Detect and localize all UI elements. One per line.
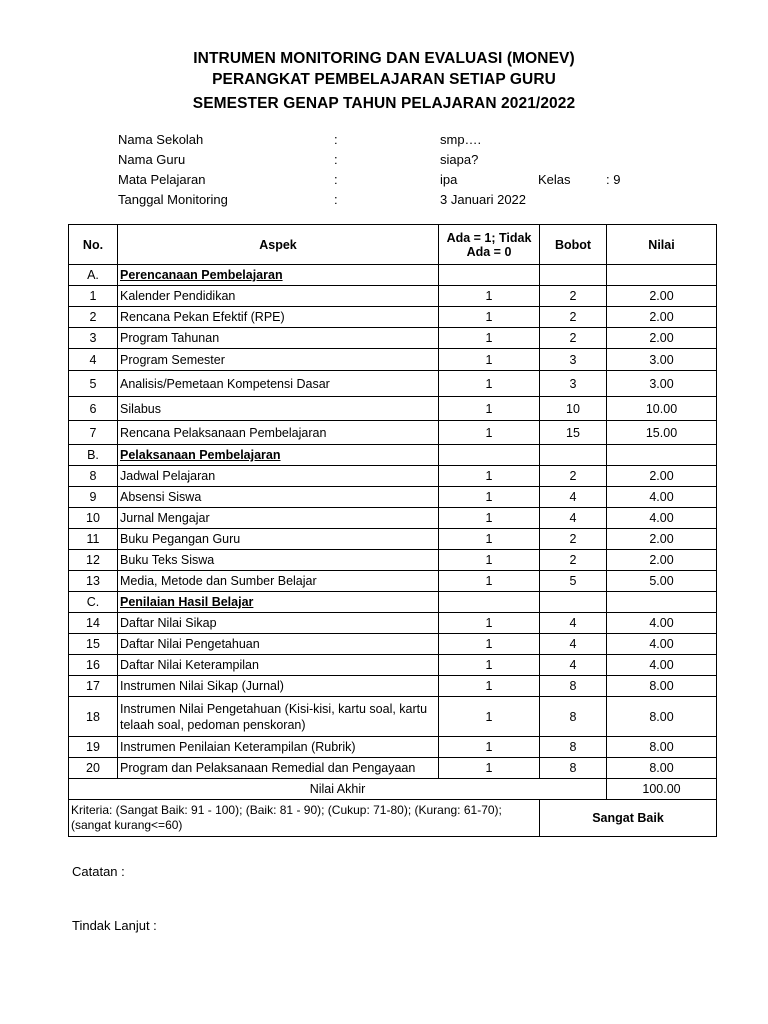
table-header-row (69, 225, 717, 265)
header-nilai: Nilai (607, 225, 717, 265)
row-bobot: 4 (540, 655, 607, 676)
row-ada: 1 (439, 550, 540, 571)
table-row (69, 508, 717, 529)
section-row (69, 445, 717, 466)
row-bobot: 3 (540, 349, 607, 371)
table-row (69, 737, 717, 758)
row-nilai: 4.00 (607, 634, 717, 655)
row-ada: 1 (439, 613, 540, 634)
row-bobot: 15 (540, 421, 607, 445)
row-aspek: Daftar Nilai Sikap (118, 613, 439, 634)
empty-cell (439, 445, 540, 466)
row-ada: 1 (439, 397, 540, 421)
table-row (69, 307, 717, 328)
table-row (69, 371, 717, 397)
row-aspek: Program Tahunan (118, 328, 439, 349)
row-ada: 1 (439, 737, 540, 758)
row-number: 20 (69, 758, 118, 779)
row-bobot: 4 (540, 508, 607, 529)
info-row-school (118, 132, 678, 152)
row-number: 14 (69, 613, 118, 634)
row-bobot: 8 (540, 697, 607, 737)
table-row (69, 697, 717, 737)
row-ada: 1 (439, 758, 540, 779)
row-bobot: 8 (540, 737, 607, 758)
table-row (69, 655, 717, 676)
row-nilai: 4.00 (607, 655, 717, 676)
row-nilai: 3.00 (607, 349, 717, 371)
empty-cell (540, 592, 607, 613)
doc-title-line-1: INTRUMEN MONITORING DAN EVALUASI (MONEV) (193, 50, 575, 67)
section-title: Perencanaan Pembelajaran (118, 265, 439, 286)
final-score-row (69, 779, 717, 800)
empty-cell (439, 592, 540, 613)
final-score-label: Nilai Akhir (69, 779, 607, 800)
subject-label: Mata Pelajaran (118, 172, 206, 187)
row-aspek: Rencana Pelaksanaan Pembelajaran (118, 421, 439, 445)
row-ada: 1 (439, 529, 540, 550)
info-row-date (118, 192, 678, 212)
table-row (69, 421, 717, 445)
row-nilai: 8.00 (607, 697, 717, 737)
identity-block (118, 132, 678, 212)
row-ada: 1 (439, 421, 540, 445)
row-aspek: Absensi Siswa (118, 487, 439, 508)
row-ada: 1 (439, 655, 540, 676)
row-nilai: 8.00 (607, 737, 717, 758)
row-nilai: 4.00 (607, 613, 717, 634)
row-bobot: 3 (540, 371, 607, 397)
row-ada: 1 (439, 634, 540, 655)
result-text: Sangat Baik (540, 800, 717, 837)
row-aspek: Daftar Nilai Pengetahuan (118, 634, 439, 655)
row-number: 16 (69, 655, 118, 676)
row-number: 18 (69, 697, 118, 737)
colon: : (334, 152, 338, 167)
row-bobot: 8 (540, 676, 607, 697)
row-aspek: Buku Pegangan Guru (118, 529, 439, 550)
row-number: 13 (69, 571, 118, 592)
header-no: No. (69, 225, 118, 265)
table-row (69, 613, 717, 634)
monev-table (68, 224, 717, 837)
table-row (69, 349, 717, 371)
row-aspek: Instrumen Penilaian Keterampilan (Rubrik) (118, 737, 439, 758)
date-value: 3 Januari 2022 (440, 192, 527, 207)
section-row (69, 592, 717, 613)
section-code: C. (69, 592, 118, 613)
row-nilai: 2.00 (607, 550, 717, 571)
criteria-row (69, 800, 717, 837)
row-number: 19 (69, 737, 118, 758)
colon: : (334, 132, 338, 147)
teacher-label: Nama Guru (118, 152, 186, 167)
row-nilai: 10.00 (607, 397, 717, 421)
row-bobot: 2 (540, 286, 607, 307)
row-number: 2 (69, 307, 118, 328)
table-row (69, 550, 717, 571)
row-aspek: Kalender Pendidikan (118, 286, 439, 307)
table-row (69, 397, 717, 421)
info-row-subject (118, 172, 678, 192)
empty-cell (540, 265, 607, 286)
class-value: : 9 (606, 172, 621, 187)
teacher-value: siapa? (440, 152, 479, 167)
section-code: A. (69, 265, 118, 286)
empty-cell (607, 265, 717, 286)
row-nilai: 2.00 (607, 529, 717, 550)
row-aspek: Jurnal Mengajar (118, 508, 439, 529)
section-row (69, 265, 717, 286)
section-title: Pelaksanaan Pembelajaran (118, 445, 439, 466)
row-number: 7 (69, 421, 118, 445)
catatan-label: Catatan : (72, 864, 125, 879)
table-row (69, 328, 717, 349)
row-bobot: 10 (540, 397, 607, 421)
row-ada: 1 (439, 487, 540, 508)
row-number: 4 (69, 349, 118, 371)
header-bobot: Bobot (540, 225, 607, 265)
final-score-value: 100.00 (607, 779, 717, 800)
row-aspek: Analisis/Pemetaan Kompetensi Dasar (118, 371, 439, 397)
row-ada: 1 (439, 508, 540, 529)
school-label: Nama Sekolah (118, 132, 204, 147)
row-bobot: 4 (540, 634, 607, 655)
row-aspek: Rencana Pekan Efektif (RPE) (118, 307, 439, 328)
row-nilai: 15.00 (607, 421, 717, 445)
row-bobot: 2 (540, 328, 607, 349)
criteria-text: Kriteria: (Sangat Baik: 91 - 100); (Baik: 81 - 90); (Cukup: 71-80); (Kurang: 61-70); (sangat kurang<=60) (69, 800, 540, 837)
row-aspek: Instrumen Nilai Sikap (Jurnal) (118, 676, 439, 697)
subject-value: ipa (440, 172, 458, 187)
row-ada: 1 (439, 307, 540, 328)
row-ada: 1 (439, 466, 540, 487)
row-bobot: 8 (540, 758, 607, 779)
row-ada: 1 (439, 286, 540, 307)
info-row-teacher (118, 152, 678, 172)
row-ada: 1 (439, 349, 540, 371)
row-number: 9 (69, 487, 118, 508)
row-nilai: 3.00 (607, 371, 717, 397)
header-ada: Ada = 1; Tidak Ada = 0 (439, 225, 540, 265)
header-aspek: Aspek (118, 225, 439, 265)
doc-title-line-3: SEMESTER GENAP TAHUN PELAJARAN 2021/2022 (192, 95, 576, 112)
row-number: 6 (69, 397, 118, 421)
row-nilai: 8.00 (607, 676, 717, 697)
row-ada: 1 (439, 371, 540, 397)
empty-cell (540, 445, 607, 466)
row-number: 1 (69, 286, 118, 307)
row-aspek: Program Semester (118, 349, 439, 371)
row-nilai: 4.00 (607, 508, 717, 529)
row-nilai: 4.00 (607, 487, 717, 508)
colon: : (334, 172, 338, 187)
row-bobot: 4 (540, 487, 607, 508)
tindak-lanjut-label: Tindak Lanjut : (72, 918, 157, 933)
row-ada: 1 (439, 676, 540, 697)
row-aspek: Daftar Nilai Keterampilan (118, 655, 439, 676)
empty-cell (607, 592, 717, 613)
table-row (69, 634, 717, 655)
doc-title-line-2: PERANGKAT PEMBELAJARAN SETIAP GURU (212, 71, 556, 88)
row-nilai: 2.00 (607, 328, 717, 349)
row-aspek: Silabus (118, 397, 439, 421)
date-label: Tanggal Monitoring (118, 192, 228, 207)
table-row (69, 676, 717, 697)
table-row (69, 758, 717, 779)
section-code: B. (69, 445, 118, 466)
table-row (69, 466, 717, 487)
row-ada: 1 (439, 571, 540, 592)
table-row (69, 571, 717, 592)
row-aspek: Jadwal Pelajaran (118, 466, 439, 487)
row-nilai: 2.00 (607, 286, 717, 307)
row-number: 15 (69, 634, 118, 655)
row-number: 10 (69, 508, 118, 529)
row-bobot: 5 (540, 571, 607, 592)
table-body (69, 265, 717, 779)
row-number: 12 (69, 550, 118, 571)
table-row (69, 487, 717, 508)
school-value: smp…. (440, 132, 482, 147)
row-nilai: 8.00 (607, 758, 717, 779)
section-title: Penilaian Hasil Belajar (118, 592, 439, 613)
row-nilai: 2.00 (607, 466, 717, 487)
row-aspek: Program dan Pelaksanaan Remedial dan Pengayaan (118, 758, 439, 779)
class-label: Kelas (538, 172, 571, 187)
table-row (69, 286, 717, 307)
row-bobot: 4 (540, 613, 607, 634)
row-ada: 1 (439, 328, 540, 349)
row-nilai: 5.00 (607, 571, 717, 592)
row-bobot: 2 (540, 550, 607, 571)
table-row (69, 529, 717, 550)
row-number: 17 (69, 676, 118, 697)
row-number: 3 (69, 328, 118, 349)
row-aspek: Media, Metode dan Sumber Belajar (118, 571, 439, 592)
row-number: 5 (69, 371, 118, 397)
row-ada: 1 (439, 697, 540, 737)
row-number: 8 (69, 466, 118, 487)
row-number: 11 (69, 529, 118, 550)
row-aspek: Buku Teks Siswa (118, 550, 439, 571)
row-nilai: 2.00 (607, 307, 717, 328)
row-bobot: 2 (540, 529, 607, 550)
empty-cell (439, 265, 540, 286)
row-bobot: 2 (540, 307, 607, 328)
row-aspek: Instrumen Nilai Pengetahuan (Kisi-kisi, kartu soal, kartu telaah soal, pedoman penskoran) (118, 697, 439, 737)
row-bobot: 2 (540, 466, 607, 487)
colon: : (334, 192, 338, 207)
empty-cell (607, 445, 717, 466)
